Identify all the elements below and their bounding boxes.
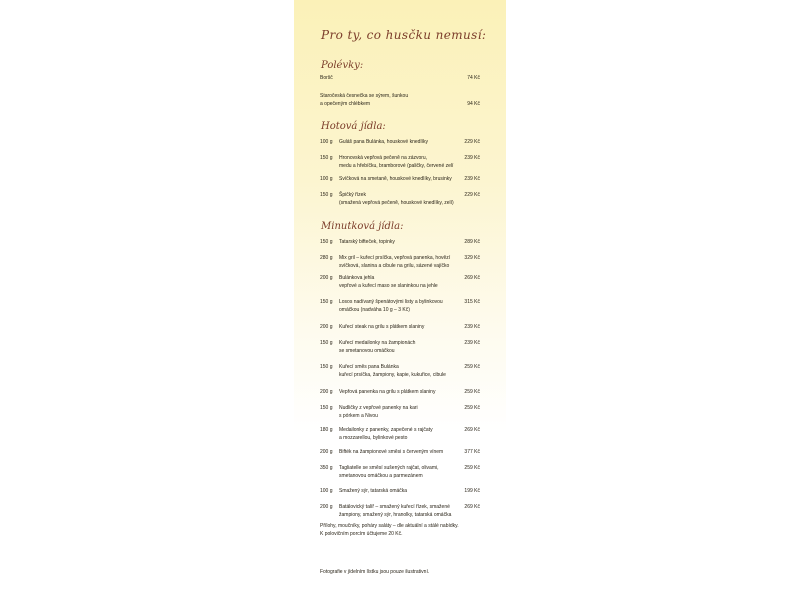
menu-item-price: 229 Kč bbox=[464, 139, 480, 145]
menu-item-description bbox=[339, 274, 464, 290]
menu-item-description-line: Kuřecí steak na grilu s plátkem slaniny bbox=[339, 324, 425, 330]
menu-item-description-line: smetanovou omáčkou a parmezánem bbox=[339, 473, 423, 479]
menu-item-weight: 200 g bbox=[320, 389, 333, 395]
menu-item-description bbox=[320, 74, 445, 82]
menu-item-price: 229 Kč bbox=[464, 192, 480, 198]
menu-item-description bbox=[339, 487, 464, 495]
menu-item-price: 269 Kč bbox=[464, 275, 480, 281]
menu-item-price: 239 Kč bbox=[464, 340, 480, 346]
menu-item-description-line: Hronovská vepřová pečeně na zázvoru, bbox=[339, 155, 428, 161]
menu-item-weight: 150 g bbox=[320, 405, 333, 411]
menu-item-description-line: Kuřecí směs pana Bulánka bbox=[339, 364, 399, 370]
menu-item-description-line: medu a hřebíčku, bramborové (paličky, červené zelí bbox=[339, 163, 454, 169]
menu-item-price: 259 Kč bbox=[464, 389, 480, 395]
menu-item-description-line: Špičký řízek bbox=[339, 192, 366, 198]
menu-item-description bbox=[339, 154, 464, 170]
menu-item-description-line: (smažená vepřová pečeně, houskové knedlíky, zelí) bbox=[339, 200, 454, 206]
menu-item-description-line: kuřecí prsíčka, žampiony, kapie, kukuřice, cibule bbox=[339, 372, 446, 378]
photo-disclaimer: Fotografie v jídelním lístku jsou pouze ilustrativní. bbox=[320, 569, 430, 575]
menu-item-weight: 350 g bbox=[320, 465, 333, 471]
menu-item-description-line: Batálovický talíř – smažený kuřecí řízek, smažené bbox=[339, 504, 450, 510]
menu-item-description-line: Svíčková na smetaně, houskové knedlíky, brusinky bbox=[339, 176, 452, 182]
menu-item-description-line: Guláš pana Bulánka, houskové knedlíky bbox=[339, 139, 428, 145]
menu-item-price: 259 Kč bbox=[464, 405, 480, 411]
menu-item-description bbox=[339, 388, 464, 396]
menu-item-price: 94 Kč bbox=[467, 101, 480, 107]
menu-item-description bbox=[339, 254, 464, 270]
menu-item-weight: 150 g bbox=[320, 364, 333, 370]
menu-item-description bbox=[339, 363, 464, 379]
menu-item-description-line: omáčkou (nadváha 10 g – 3 Kč) bbox=[339, 307, 410, 313]
menu-item-description bbox=[339, 339, 464, 355]
menu-item-description bbox=[339, 175, 464, 183]
menu-item-weight: 100 g bbox=[320, 139, 333, 145]
menu-item-description-line: Losos nadívaný špenátovými listy a bylinkovou bbox=[339, 299, 443, 305]
menu-item-price: 329 Kč bbox=[464, 255, 480, 261]
menu-item-description-line: se smetanovou omáčkou bbox=[339, 348, 395, 354]
menu-item-description bbox=[339, 323, 464, 331]
menu-item-weight: 280 g bbox=[320, 255, 333, 261]
menu-item-description-line: svíčková, slanina a cibule na grilu, sázené vajíčko bbox=[339, 263, 450, 269]
menu-item-weight: 100 g bbox=[320, 176, 333, 182]
menu-item-price: 289 Kč bbox=[464, 239, 480, 245]
menu-page bbox=[294, 0, 506, 600]
menu-item-price: 239 Kč bbox=[464, 176, 480, 182]
menu-item-description-line: Nudličky z vepřové panenky na kari bbox=[339, 405, 418, 411]
menu-item-description bbox=[339, 238, 464, 246]
menu-item-weight: 150 g bbox=[320, 192, 333, 198]
menu-title: Pro ty, co husčku nemusí: bbox=[321, 28, 487, 42]
section-heading-soups: Polévky: bbox=[321, 60, 364, 71]
menu-item-weight: 200 g bbox=[320, 324, 333, 330]
menu-item-weight: 150 g bbox=[320, 340, 333, 346]
menu-item-weight: 150 g bbox=[320, 155, 333, 161]
menu-item-description bbox=[339, 464, 464, 480]
menu-item-weight: 100 g bbox=[320, 488, 333, 494]
menu-item-price: 259 Kč bbox=[464, 364, 480, 370]
menu-item-description-line: Smažený sýr, tatarská omáčka bbox=[339, 488, 408, 494]
menu-item-price: 269 Kč bbox=[464, 504, 480, 510]
menu-item-description bbox=[339, 191, 464, 207]
section-heading-ready-meals: Hotová jídla: bbox=[321, 121, 386, 132]
menu-item-price: 315 Kč bbox=[464, 299, 480, 305]
menu-item-weight: 200 g bbox=[320, 275, 333, 281]
menu-item-description-line: Tagliatelle se směsí sušených rajčat, olivami, bbox=[339, 465, 439, 471]
menu-item-weight: 200 g bbox=[320, 504, 333, 510]
menu-item-price: 259 Kč bbox=[464, 465, 480, 471]
menu-item-description bbox=[339, 138, 464, 146]
menu-item-description-line: Vepřová panenka na grilu s plátkem slaniny bbox=[339, 389, 436, 395]
menu-item-description-line: a opečeným chlébkem bbox=[320, 101, 371, 107]
half-portion-note: K polovičním porcím účtujeme 20 Kč. bbox=[320, 531, 403, 537]
menu-item-price: 199 Kč bbox=[464, 488, 480, 494]
menu-item-description-line: Medailonky z panenky, zapečené s rajčaty bbox=[339, 427, 433, 433]
menu-item-weight: 150 g bbox=[320, 239, 333, 245]
menu-item-description-line: Tatarský bifteček, topinky bbox=[339, 239, 395, 245]
menu-item-weight: 180 g bbox=[320, 427, 333, 433]
menu-item-weight: 150 g bbox=[320, 299, 333, 305]
menu-item-description-line: Staročeská česnečka se sýrem, šunkou bbox=[320, 93, 409, 99]
menu-item-description-line: a mozzarellou, bylinkové pesto bbox=[339, 435, 408, 441]
menu-item-weight: 200 g bbox=[320, 449, 333, 455]
menu-item-price: 377 Kč bbox=[464, 449, 480, 455]
menu-item-description-line: žampiony, smažený sýr, hranolky, tatarská omáčka bbox=[339, 512, 452, 518]
menu-item-description bbox=[339, 404, 464, 420]
menu-item-description-line: vepřové a kuřecí maso se slaninkou na jehle bbox=[339, 283, 438, 289]
sides-note: Přílohy, moučníky, poháry saláty – dle aktuální a stálé nabídky. bbox=[320, 523, 459, 529]
section-heading-minute-meals: Minutková jídla: bbox=[321, 221, 404, 232]
menu-item-description bbox=[339, 448, 464, 456]
menu-item-description-line: Boršč bbox=[320, 75, 333, 81]
menu-item-price: 74 Kč bbox=[467, 75, 480, 81]
menu-item-description-line: Bifték na žampionové směsi s červeným vínem bbox=[339, 449, 444, 455]
menu-item-description bbox=[339, 503, 464, 519]
menu-item-price: 239 Kč bbox=[464, 155, 480, 161]
menu-item-price: 239 Kč bbox=[464, 324, 480, 330]
menu-item-description bbox=[339, 426, 464, 442]
menu-item-description-line: Bulánkova jehla bbox=[339, 275, 375, 281]
menu-item-description bbox=[320, 92, 445, 108]
menu-item-price: 269 Kč bbox=[464, 427, 480, 433]
menu-item-description-line: Kuřecí medailonky na žampionách bbox=[339, 340, 416, 346]
menu-item-description-line: s pórkem a Nivou bbox=[339, 413, 378, 419]
menu-item-description bbox=[339, 298, 464, 314]
menu-item-description-line: Mix gril – kuřecí prsíčka, vepřová panenka, hovězí bbox=[339, 255, 451, 261]
